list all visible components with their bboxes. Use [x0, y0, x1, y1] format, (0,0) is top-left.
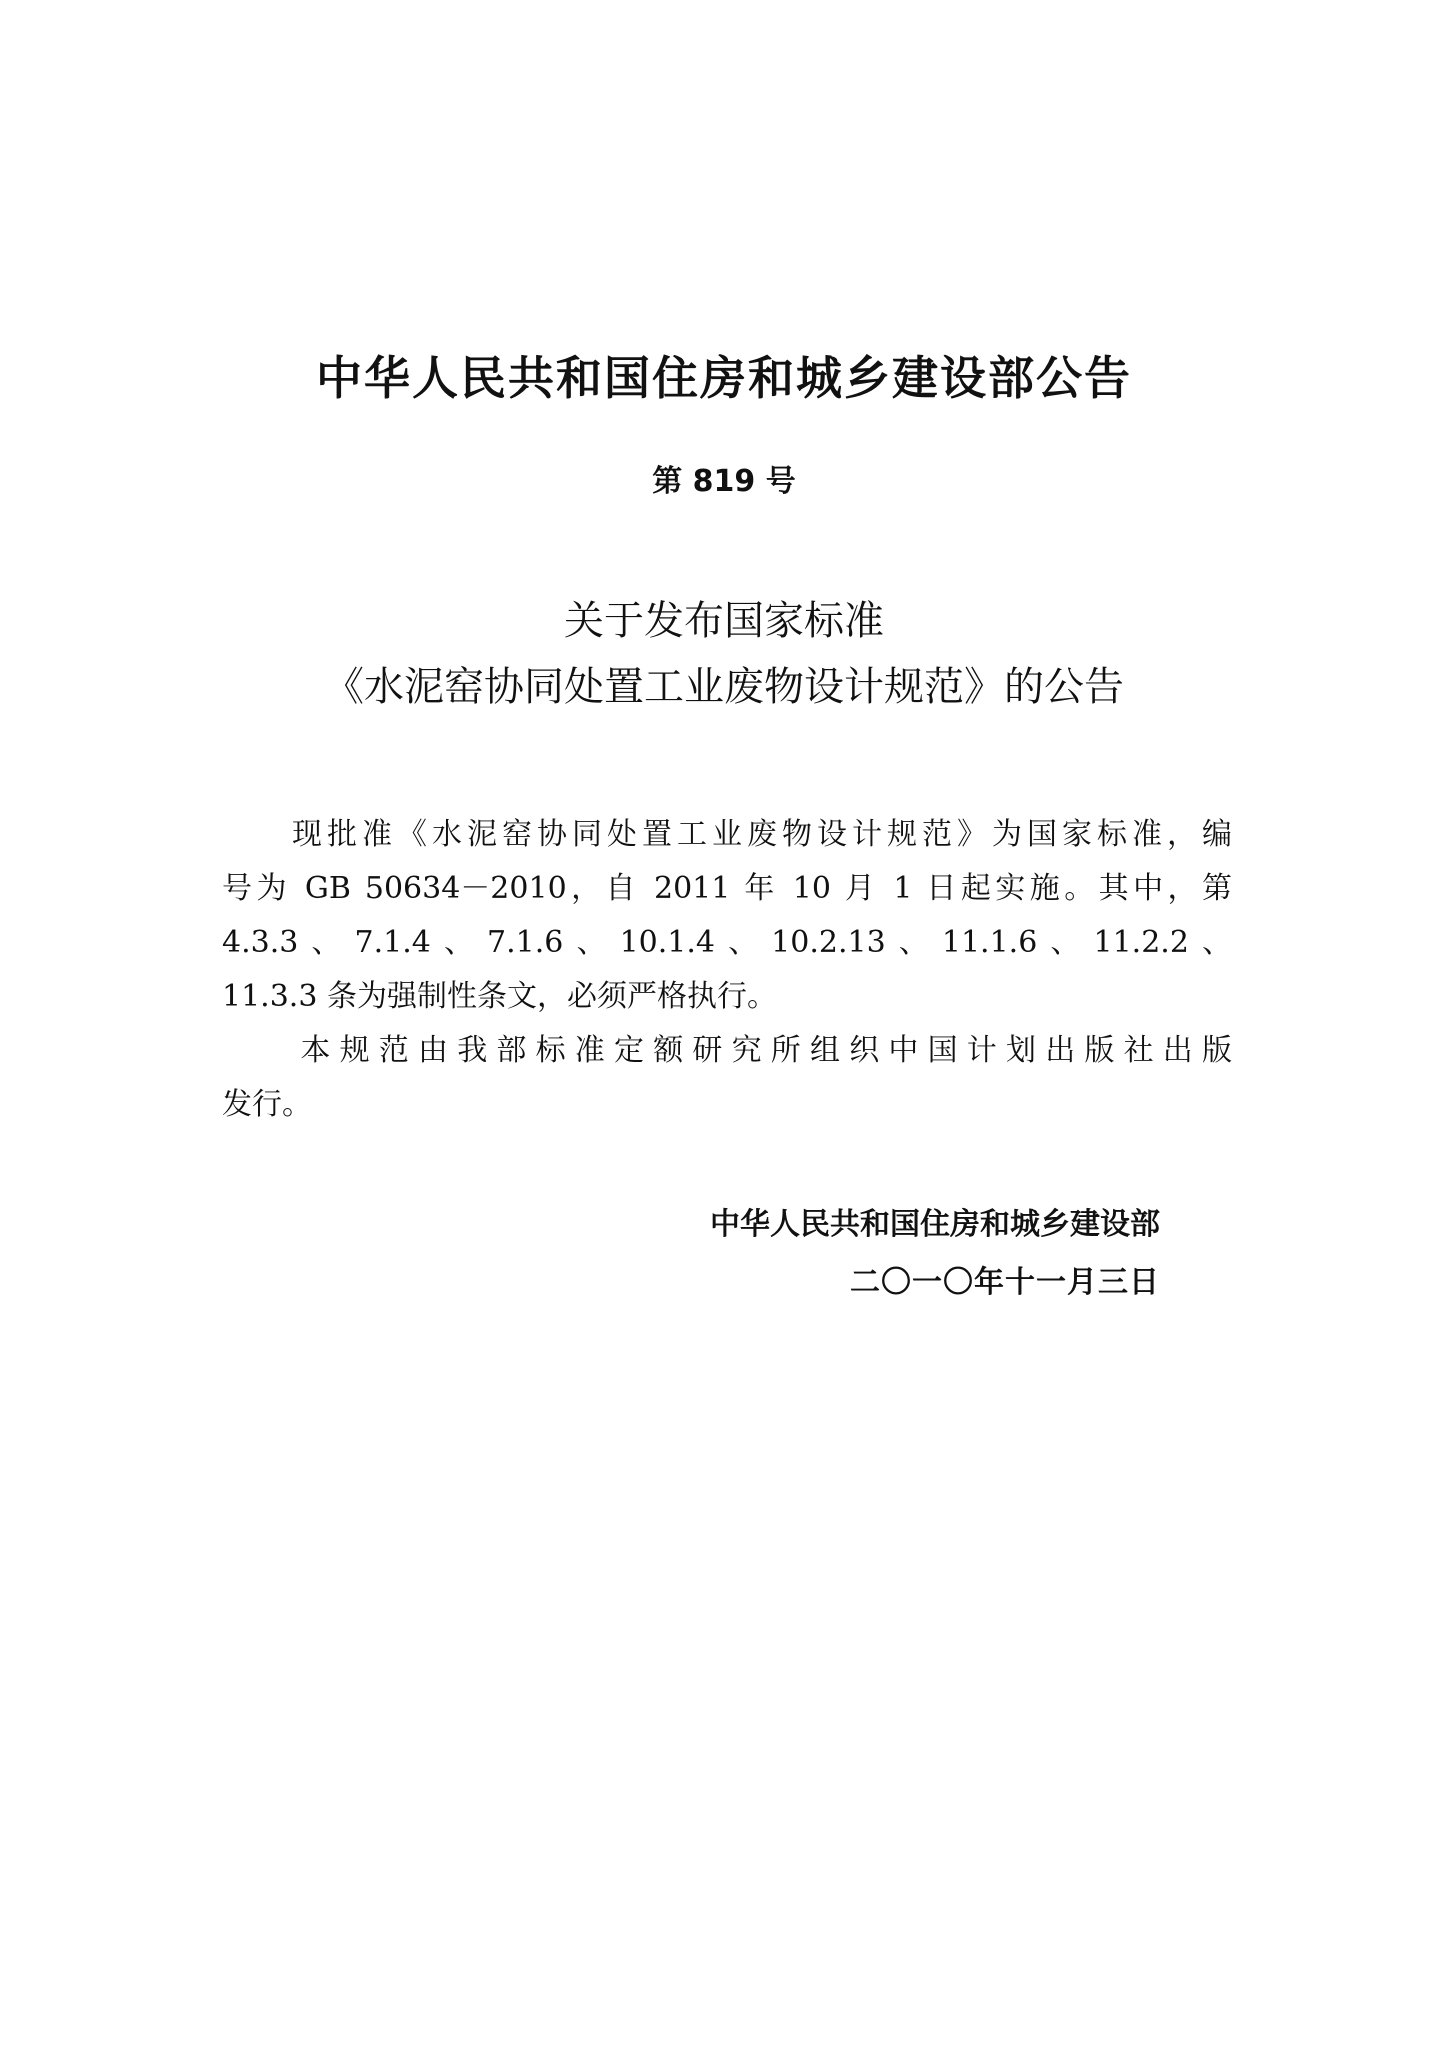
body-paragraph-2-line-2: 发行。	[222, 1087, 312, 1122]
issue-date: 二〇一〇年十一月三日	[850, 1265, 1160, 1300]
subject-line-1: 关于发布国家标准	[564, 598, 884, 644]
body-paragraph-1-line-1: 现批准《水泥窑协同处置工业废物设计规范》为国家标准，编	[222, 817, 1232, 852]
body-paragraph-2-line-1: 本规范由我部标准定额研究所组织中国计划出版社出版	[222, 1033, 1232, 1068]
announcement-title: 中华人民共和国住房和城乡建设部公告	[316, 351, 1132, 405]
body-paragraph-1-line-2: 号为 GB 50634－2010，自 2011 年 10 月 1 日起实施。其中，第	[222, 871, 1232, 906]
subject-line-2: 《水泥窑协同处置工业废物设计规范》的公告	[324, 664, 1124, 710]
signature-block	[710, 1196, 1160, 1312]
announcement-subject	[0, 588, 1448, 720]
body-text	[222, 808, 1232, 1132]
issuing-authority: 中华人民共和国住房和城乡建设部	[710, 1207, 1160, 1242]
body-paragraph-1-line-4: 11.3.3 条为强制性条文，必须严格执行。	[222, 979, 777, 1014]
body-paragraph-1-line-3: 4.3.3、7.1.4、7.1.6、10.1.4、10.2.13、11.1.6、11.2.2、	[222, 925, 1232, 960]
announcement-number: 第 819 号	[652, 464, 796, 499]
